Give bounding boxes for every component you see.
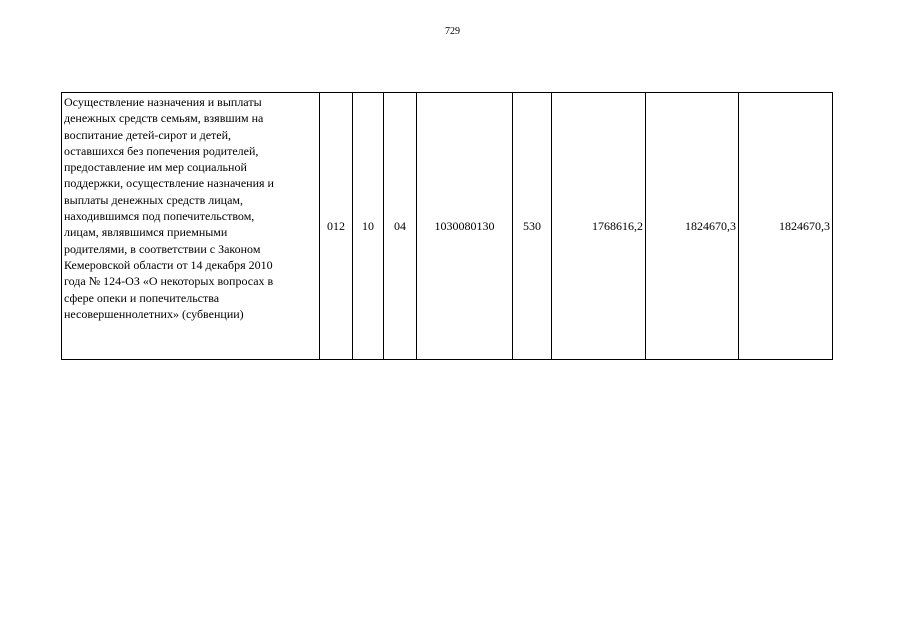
expense-type-cell: 530 [513,93,552,360]
description-line: родителями, в соответствии с Законом [64,241,261,256]
table-row [62,93,833,360]
amount-1-cell: 1768616,2 [552,93,646,360]
subsection-cell: 04 [384,93,417,360]
description-line: воспитание детей-сирот и детей, [64,127,232,142]
description-line: денежных средств семьям, взявшим на [64,111,264,126]
description-line: предоставление им мер социальной [64,160,247,175]
target-article-cell: 1030080130 [417,93,513,360]
description-line: Осуществление назначения и выплаты [64,95,262,109]
description-line: оставшихся без попечения родителей, [64,143,259,158]
description-line: поддержки, осуществление назначения и [64,176,274,191]
amount-2-cell: 1824670,3 [646,93,739,360]
description-line: находившимся под попечительством, [64,209,255,224]
description-line: Кемеровской области от 14 декабря 2010 [64,257,273,272]
amount-3-cell: 1824670,3 [739,93,833,360]
ministry-code-cell: 012 [320,93,353,360]
description-line: сфере опеки и попечительства [64,290,220,305]
description-line: выплаты денежных средств лицам, [64,192,244,207]
row-description [62,93,320,360]
page-number: 729 [445,26,460,37]
description-line: несовершеннолетних» (субвенции) [64,306,244,321]
description-line: лицам, являвшимся приемными [64,225,228,240]
section-cell: 10 [353,93,384,360]
description-line: года № 124-ОЗ «О некоторых вопросах в [64,274,274,289]
budget-table [61,92,833,360]
